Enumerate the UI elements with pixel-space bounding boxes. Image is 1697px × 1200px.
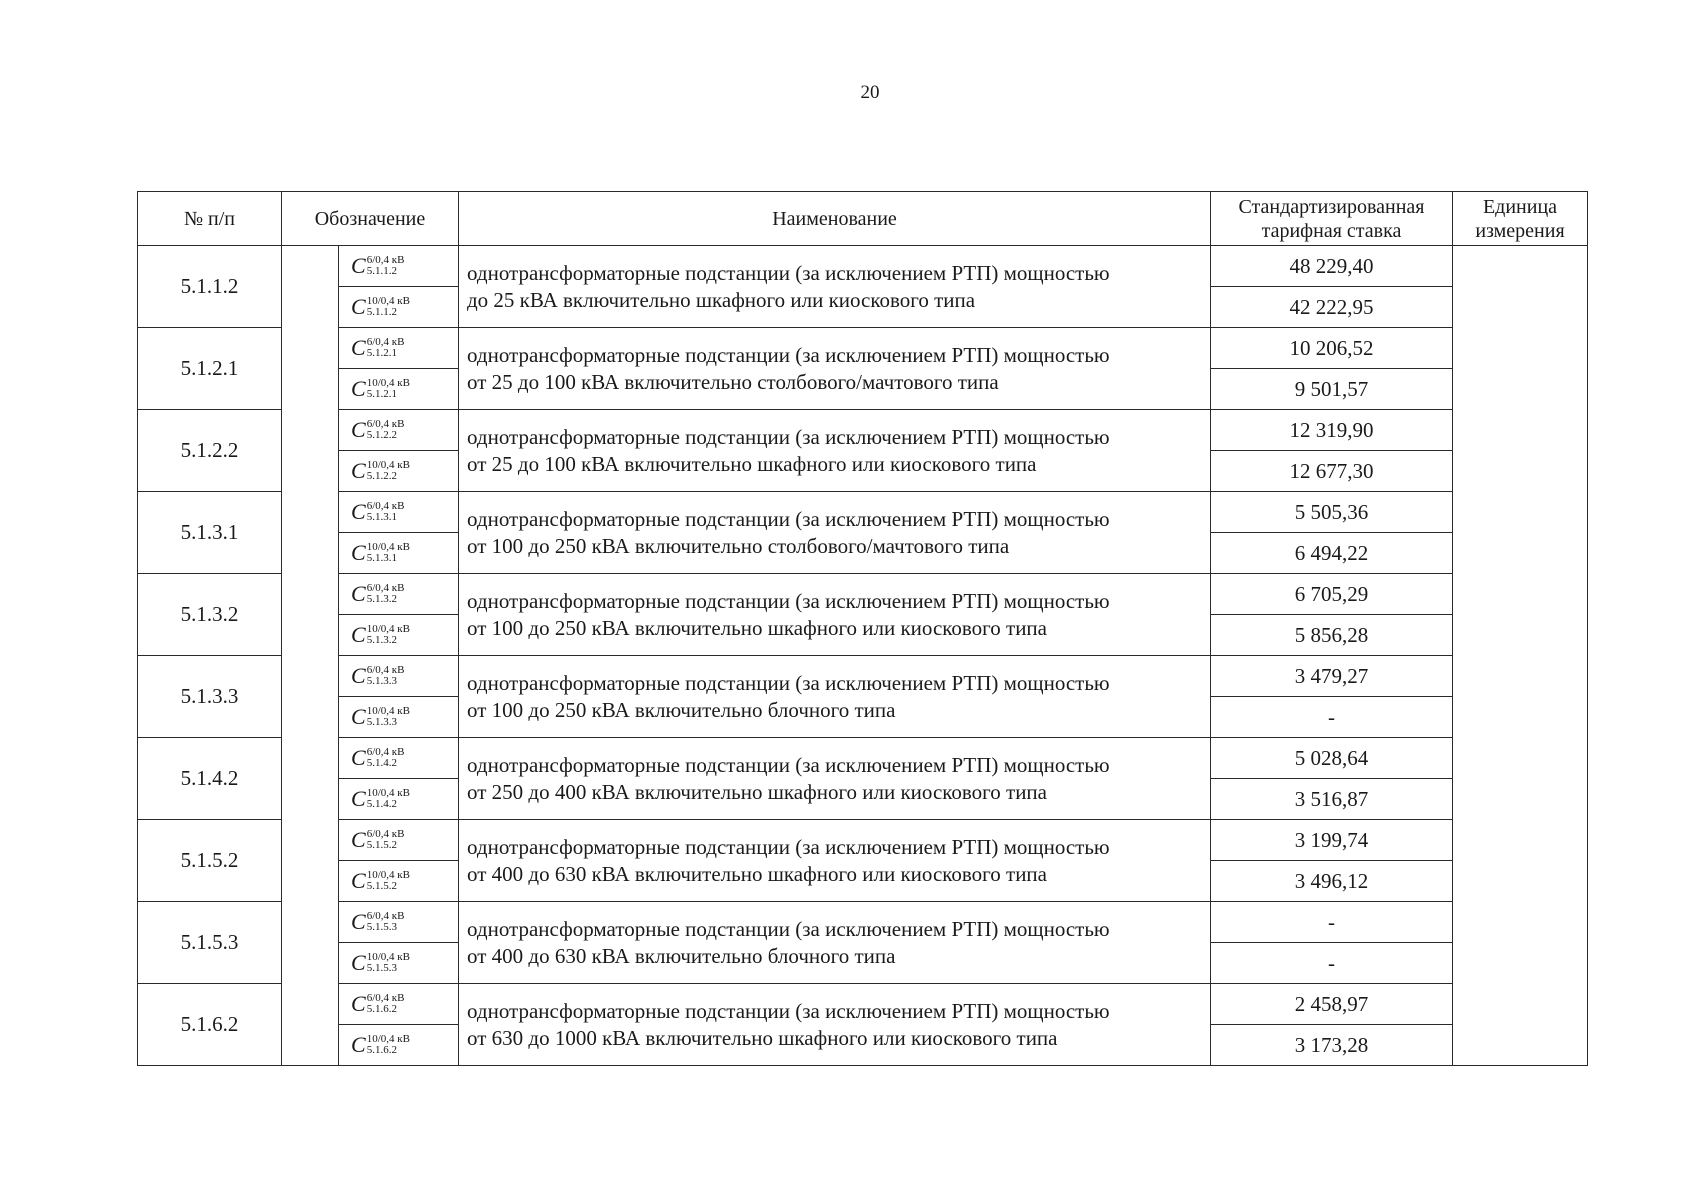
row-name-line1: однотрансформаторные подстанции (за исключением РТП) мощностью (467, 670, 1110, 695)
designation-index: 5.1.3.2 (366, 593, 397, 605)
rate-6kv: 3 199,74 (1211, 820, 1453, 861)
row-name-line1: однотрансформаторные подстанции (за исключением РТП) мощностью (467, 834, 1110, 859)
designation-10kv (339, 697, 459, 738)
unit-cell (1453, 1025, 1588, 1066)
row-name-line2: от 400 до 630 кВА включительно блочного типа (467, 943, 896, 968)
unit-cell (1453, 533, 1588, 574)
row-name (459, 984, 1211, 1066)
designation-index: 5.1.2.1 (366, 388, 397, 400)
unit-cell (1453, 943, 1588, 984)
rate-6kv: 2 458,97 (1211, 984, 1453, 1025)
unit-cell (1453, 410, 1588, 451)
designation-gap (282, 246, 339, 287)
unit-cell (1453, 492, 1588, 533)
designation-index: 5.1.3.3 (366, 716, 397, 728)
designation-10kv (339, 779, 459, 820)
designation-symbol: C (351, 745, 366, 770)
row-name-line2: от 400 до 630 кВА включительно шкафного или киоскового типа (467, 861, 1047, 886)
designation-index: 5.1.5.3 (366, 921, 397, 933)
designation-gap (282, 656, 339, 697)
designation-symbol: C (351, 540, 366, 565)
designation-symbol: C (351, 622, 366, 647)
table-row (138, 574, 1588, 615)
designation-6kv (339, 902, 459, 943)
row-name (459, 328, 1211, 410)
designation-voltage: 10/0,4 кВ (366, 623, 410, 635)
row-name-line1: однотрансформаторные подстанции (за исключением РТП) мощностью (467, 588, 1110, 613)
designation-symbol: C (351, 950, 366, 975)
designation-voltage: 6/0,4 кВ (366, 828, 405, 840)
designation-symbol: C (351, 294, 366, 319)
rate-10kv: 42 222,95 (1211, 287, 1453, 328)
rate-10kv: 5 856,28 (1211, 615, 1453, 656)
designation-symbol: C (351, 704, 366, 729)
row-name-line1: однотрансформаторные подстанции (за исключением РТП) мощностью (467, 260, 1110, 285)
designation-symbol: C (351, 909, 366, 934)
designation-6kv (339, 820, 459, 861)
designation-voltage: 6/0,4 кВ (366, 254, 405, 266)
designation-index: 5.1.5.3 (366, 962, 397, 974)
row-name (459, 820, 1211, 902)
row-name-line2: от 25 до 100 кВА включительно столбового/мачтового типа (467, 369, 999, 394)
row-number: 5.1.6.2 (138, 984, 282, 1066)
designation-10kv (339, 451, 459, 492)
row-name (459, 656, 1211, 738)
unit-cell (1453, 574, 1588, 615)
designation-6kv (339, 656, 459, 697)
row-number: 5.1.2.2 (138, 410, 282, 492)
unit-cell (1453, 738, 1588, 779)
designation-gap (282, 861, 339, 902)
designation-10kv (339, 533, 459, 574)
unit-cell (1453, 246, 1588, 287)
header-unit: Единица измерения (1453, 192, 1588, 246)
row-name (459, 410, 1211, 492)
row-name-line2: от 250 до 400 кВА включительно шкафного или киоскового типа (467, 779, 1047, 804)
row-name-line2: от 100 до 250 кВА включительно блочного типа (467, 697, 896, 722)
designation-gap (282, 902, 339, 943)
designation-gap (282, 451, 339, 492)
designation-voltage: 6/0,4 кВ (366, 336, 405, 348)
rate-6kv: 48 229,40 (1211, 246, 1453, 287)
rate-10kv: - (1211, 697, 1453, 738)
designation-symbol: C (351, 663, 366, 688)
row-number: 5.1.3.2 (138, 574, 282, 656)
row-name-line1: однотрансформаторные подстанции (за исключением РТП) мощностью (467, 752, 1110, 777)
designation-gap (282, 820, 339, 861)
designation-voltage: 10/0,4 кВ (366, 459, 410, 471)
table-row (138, 820, 1588, 861)
header-designation: Обозначение (282, 192, 459, 246)
header-name: Наименование (459, 192, 1211, 246)
designation-voltage: 6/0,4 кВ (366, 910, 405, 922)
unit-cell (1453, 369, 1588, 410)
designation-symbol: C (351, 581, 366, 606)
designation-gap (282, 369, 339, 410)
row-name (459, 492, 1211, 574)
designation-index: 5.1.3.3 (366, 675, 397, 687)
designation-symbol: C (351, 499, 366, 524)
designation-6kv (339, 410, 459, 451)
row-name-line1: однотрансформаторные подстанции (за исключением РТП) мощностью (467, 342, 1110, 367)
designation-gap (282, 574, 339, 615)
table-row (138, 410, 1588, 451)
row-number: 5.1.1.2 (138, 246, 282, 328)
designation-10kv (339, 287, 459, 328)
table-header-row (138, 192, 1588, 246)
rate-10kv: 9 501,57 (1211, 369, 1453, 410)
rate-6kv: - (1211, 902, 1453, 943)
rate-10kv: 3 173,28 (1211, 1025, 1453, 1066)
row-number: 5.1.2.1 (138, 328, 282, 410)
designation-index: 5.1.3.1 (366, 511, 397, 523)
table-row (138, 656, 1588, 697)
row-name (459, 738, 1211, 820)
table-row (138, 984, 1588, 1025)
designation-symbol: C (351, 868, 366, 893)
unit-cell (1453, 697, 1588, 738)
rate-10kv: 12 677,30 (1211, 451, 1453, 492)
row-name-line1: однотрансформаторные подстанции (за исключением РТП) мощностью (467, 998, 1110, 1023)
table-body (138, 246, 1588, 1066)
designation-voltage: 10/0,4 кВ (366, 787, 410, 799)
designation-index: 5.1.3.1 (366, 552, 397, 564)
unit-cell (1453, 984, 1588, 1025)
designation-gap (282, 738, 339, 779)
designation-symbol: C (351, 786, 366, 811)
designation-10kv (339, 943, 459, 984)
designation-voltage: 6/0,4 кВ (366, 992, 405, 1004)
tariff-table (137, 191, 1588, 1066)
rate-6kv: 10 206,52 (1211, 328, 1453, 369)
unit-cell (1453, 861, 1588, 902)
designation-voltage: 10/0,4 кВ (366, 705, 410, 717)
designation-symbol: C (351, 253, 366, 278)
designation-gap (282, 1025, 339, 1066)
row-number: 5.1.3.3 (138, 656, 282, 738)
unit-cell (1453, 615, 1588, 656)
rate-6kv: 6 705,29 (1211, 574, 1453, 615)
page-number: 20 (860, 82, 880, 103)
row-name-line2: до 25 кВА включительно шкафного или киоскового типа (467, 287, 976, 312)
designation-index: 5.1.1.2 (366, 265, 397, 277)
designation-6kv (339, 984, 459, 1025)
designation-index: 5.1.4.2 (366, 757, 397, 769)
designation-gap (282, 287, 339, 328)
designation-gap (282, 533, 339, 574)
designation-voltage: 10/0,4 кВ (366, 869, 410, 881)
designation-voltage: 10/0,4 кВ (366, 295, 410, 307)
table-row (138, 902, 1588, 943)
designation-10kv (339, 861, 459, 902)
designation-voltage: 6/0,4 кВ (366, 500, 405, 512)
row-name (459, 902, 1211, 984)
unit-cell (1453, 779, 1588, 820)
designation-voltage: 6/0,4 кВ (366, 582, 405, 594)
designation-index: 5.1.6.2 (366, 1044, 397, 1056)
designation-symbol: C (351, 376, 366, 401)
designation-symbol: C (351, 417, 366, 442)
row-name-line2: от 630 до 1000 кВА включительно шкафного или киоскового типа (467, 1025, 1058, 1050)
designation-index: 5.1.2.2 (366, 429, 397, 441)
designation-symbol: C (351, 1032, 366, 1057)
table-row (138, 738, 1588, 779)
designation-gap (282, 328, 339, 369)
unit-cell (1453, 328, 1588, 369)
row-name-line1: однотрансформаторные подстанции (за исключением РТП) мощностью (467, 424, 1110, 449)
row-name-line1: однотрансформаторные подстанции (за исключением РТП) мощностью (467, 916, 1110, 941)
row-number: 5.1.4.2 (138, 738, 282, 820)
designation-voltage: 10/0,4 кВ (366, 1033, 410, 1045)
row-name (459, 574, 1211, 656)
designation-10kv (339, 369, 459, 410)
designation-gap (282, 492, 339, 533)
designation-6kv (339, 246, 459, 287)
designation-index: 5.1.3.2 (366, 634, 397, 646)
designation-6kv (339, 574, 459, 615)
designation-voltage: 10/0,4 кВ (366, 951, 410, 963)
unit-cell (1453, 451, 1588, 492)
rate-10kv: 3 496,12 (1211, 861, 1453, 902)
designation-index: 5.1.5.2 (366, 880, 397, 892)
row-name-line1: однотрансформаторные подстанции (за исключением РТП) мощностью (467, 506, 1110, 531)
designation-index: 5.1.2.1 (366, 347, 397, 359)
designation-gap (282, 697, 339, 738)
designation-voltage: 10/0,4 кВ (366, 377, 410, 389)
row-number: 5.1.3.1 (138, 492, 282, 574)
rate-6kv: 3 479,27 (1211, 656, 1453, 697)
rate-10kv: - (1211, 943, 1453, 984)
row-name (459, 246, 1211, 328)
designation-symbol: C (351, 458, 366, 483)
row-number: 5.1.5.2 (138, 820, 282, 902)
row-name-line2: от 100 до 250 кВА включительно столбового/мачтового типа (467, 533, 1010, 558)
row-name-line2: от 25 до 100 кВА включительно шкафного или киоскового типа (467, 451, 1037, 476)
unit-cell (1453, 287, 1588, 328)
designation-symbol: C (351, 335, 366, 360)
designation-6kv (339, 328, 459, 369)
designation-index: 5.1.4.2 (366, 798, 397, 810)
rate-6kv: 5 028,64 (1211, 738, 1453, 779)
header-num: № п/п (138, 192, 282, 246)
row-number: 5.1.5.3 (138, 902, 282, 984)
designation-index: 5.1.6.2 (366, 1003, 397, 1015)
designation-symbol: C (351, 827, 366, 852)
rate-6kv: 5 505,36 (1211, 492, 1453, 533)
designation-gap (282, 410, 339, 451)
designation-10kv (339, 1025, 459, 1066)
header-rate: Стандартизированная тарифная ставка (1211, 192, 1453, 246)
designation-symbol: C (351, 991, 366, 1016)
designation-6kv (339, 738, 459, 779)
designation-voltage: 6/0,4 кВ (366, 664, 405, 676)
rate-6kv: 12 319,90 (1211, 410, 1453, 451)
designation-gap (282, 779, 339, 820)
rate-10kv: 6 494,22 (1211, 533, 1453, 574)
designation-voltage: 6/0,4 кВ (366, 418, 405, 430)
designation-gap (282, 943, 339, 984)
unit-cell (1453, 820, 1588, 861)
unit-cell (1453, 902, 1588, 943)
designation-index: 5.1.5.2 (366, 839, 397, 851)
table-row (138, 492, 1588, 533)
designation-10kv (339, 615, 459, 656)
designation-gap (282, 984, 339, 1025)
table-row (138, 328, 1588, 369)
designation-gap (282, 615, 339, 656)
designation-6kv (339, 492, 459, 533)
table-row (138, 246, 1588, 287)
designation-index: 5.1.1.2 (366, 306, 397, 318)
unit-cell (1453, 656, 1588, 697)
designation-index: 5.1.2.2 (366, 470, 397, 482)
row-name-line2: от 100 до 250 кВА включительно шкафного или киоскового типа (467, 615, 1047, 640)
rate-10kv: 3 516,87 (1211, 779, 1453, 820)
designation-voltage: 10/0,4 кВ (366, 541, 410, 553)
designation-voltage: 6/0,4 кВ (366, 746, 405, 758)
